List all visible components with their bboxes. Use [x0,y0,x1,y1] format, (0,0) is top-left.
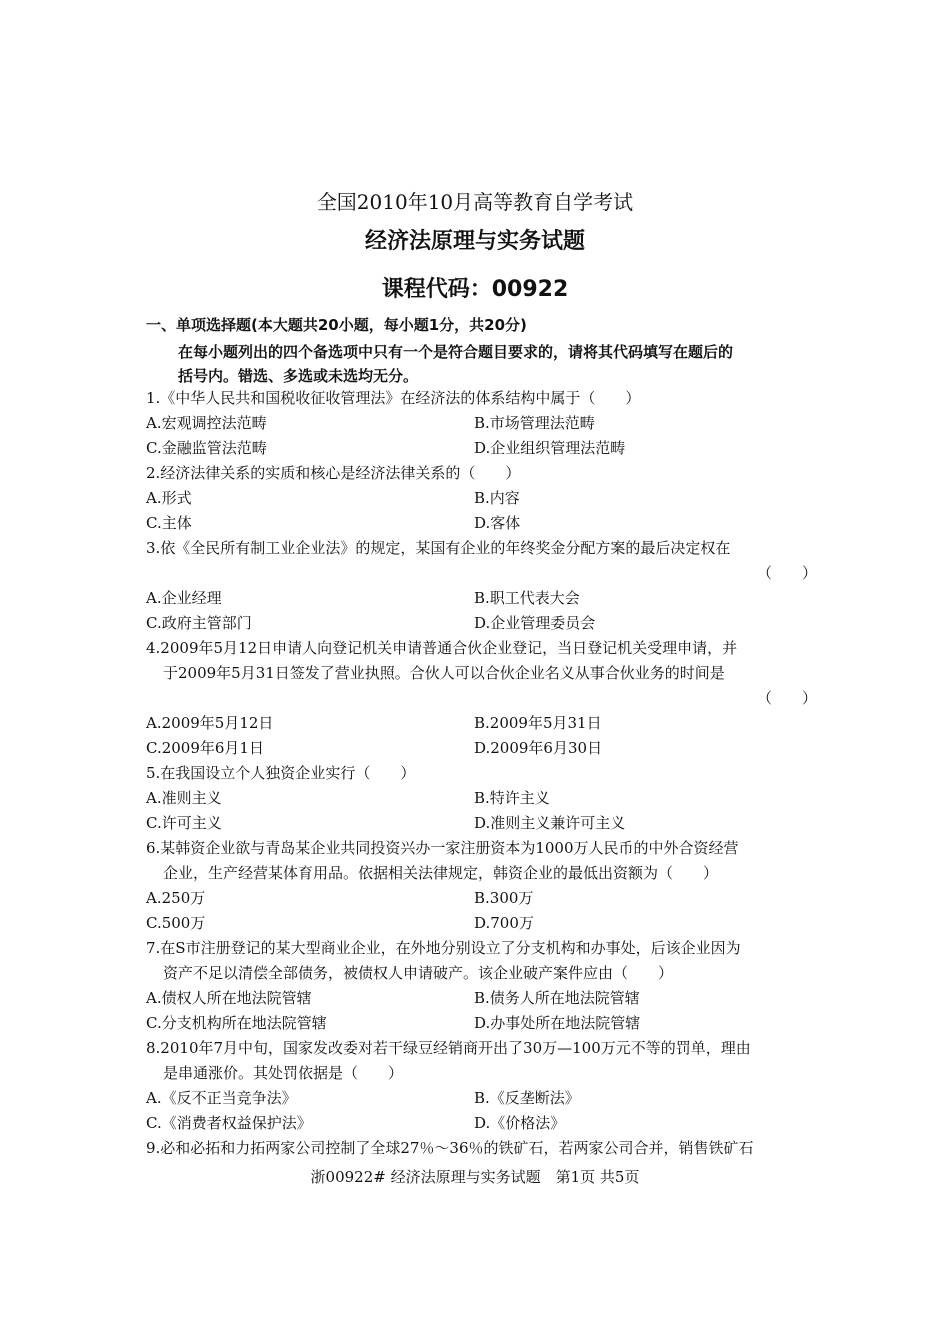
question-4-option-b: B.2009年5月31日 [474,714,602,732]
exam-header: 全国2010年10月高等教育自学考试 [316,190,634,214]
instructions-line-1: 在每小题列出的四个备选项中只有一个是符合题目要求的，请将其代码填写在题后的 [178,343,734,361]
question-1-option-d: D.企业组织管理法范畴 [474,439,626,457]
question-4-option-a: A.2009年5月12日 [146,714,274,732]
question-7-stem-cont: 资产不足以清偿全部债务，被债权人申请破产。该企业破产案件应由（ ） [163,964,674,982]
question-1-stem: 1.《中华人民共和国税收征收管理法》在经济法的体系结构中属于（ ） [146,389,641,407]
question-4-option-c: C.2009年6月1日 [146,739,264,757]
question-8-option-a: A.《反不正当竞争法》 [146,1089,297,1107]
question-2-option-c: C.主体 [146,514,192,532]
question-3-option-b: B.职工代表大会 [474,589,580,607]
question-4-answer-bracket: （ ） [757,689,818,707]
question-6-option-a: A.250万 [146,889,206,907]
question-3-option-a: A.企业经理 [146,589,222,607]
instructions-line-2: 括号内。错选、多选或未选均无分。 [178,367,419,385]
question-6-stem-cont: 企业，生产经营某体育用品。依据相关法律规定，韩资企业的最低出资额为（ ） [163,864,719,882]
question-7-option-a: A.债权人所在地法院管辖 [146,989,312,1007]
question-7-stem: 7.在S市注册登记的某大型商业企业，在外地分别设立了分支机构和办事处，后该企业因为 [146,939,741,957]
question-8-option-b: B.《反垄断法》 [474,1089,580,1107]
question-6-option-c: C.500万 [146,914,206,932]
question-5-option-d: D.准则主义兼许可主义 [474,814,626,832]
question-7-option-b: B.债务人所在地法院管辖 [474,989,640,1007]
question-2-option-b: B.内容 [474,489,520,507]
question-5-option-b: B.特许主义 [474,789,550,807]
question-5-option-a: A.准则主义 [146,789,222,807]
question-1-option-c: C.金融监管法范畴 [146,439,267,457]
question-4-stem: 4.2009年5月12日申请人向登记机关申请普通合伙企业登记，当日登记机关受理申请，并 [146,639,738,657]
section-heading: 一、单项选择题(本大题共20小题，每小题1分，共20分) [146,316,527,334]
question-8-stem-cont: 是串通涨价。其处罚依据是（ ） [163,1064,404,1082]
question-4-stem-cont: 于2009年5月31日签发了营业执照。合伙人可以合伙企业名义从事合伙业务的时间是 [163,664,725,682]
question-7-option-d: D.办事处所在地法院管辖 [474,1014,641,1032]
question-1-option-b: B.市场管理法范畴 [474,414,595,432]
question-4-option-d: D.2009年6月30日 [474,739,603,757]
question-8-option-d: D.《价格法》 [474,1114,566,1132]
question-7-option-c: C.分支机构所在地法院管辖 [146,1014,327,1032]
question-3-answer-bracket: （ ） [757,564,818,582]
question-3-stem: 3.依《全民所有制工业企业法》的规定，某国有企业的年终奖金分配方案的最后决定权在 [146,539,731,557]
question-5-stem: 5.在我国设立个人独资企业实行（ ） [146,764,416,782]
question-8-option-c: C.《消费者权益保护法》 [146,1114,312,1132]
section-instructions [178,340,808,388]
question-8-stem: 8.2010年7月中旬，国家发改委对若干绿豆经销商开出了30万—100万元不等的罚单，理由 [146,1039,751,1057]
paper-title: 经济法原理与实务试题 [364,229,585,254]
question-5-option-c: C.许可主义 [146,814,222,832]
question-2-option-a: A.形式 [146,489,192,507]
page-footer: 浙00922# 经济法原理与实务试题 第1页 共5页 [310,1168,640,1186]
question-3-option-c: C.政府主管部门 [146,614,252,632]
question-1-option-a: A.宏观调控法范畴 [146,414,267,432]
question-6-stem: 6.某韩资企业欲与青岛某企业共同投资兴办一家注册资本为1000万人民币的中外合资经营 [146,839,739,857]
question-3-option-d: D.企业管理委员会 [474,614,596,632]
question-2-stem: 2.经济法律关系的实质和核心是经济法律关系的（ ） [146,464,521,482]
question-9-stem: 9.必和必拓和力拓两家公司控制了全球27％～36％的铁矿石，若两家公司合并，销售铁矿石 [146,1139,754,1157]
question-2-option-d: D.客体 [474,514,521,532]
course-code: 课程代码：00922 [381,277,569,302]
question-6-option-b: B.300万 [474,889,534,907]
question-6-option-d: D.700万 [474,914,534,932]
